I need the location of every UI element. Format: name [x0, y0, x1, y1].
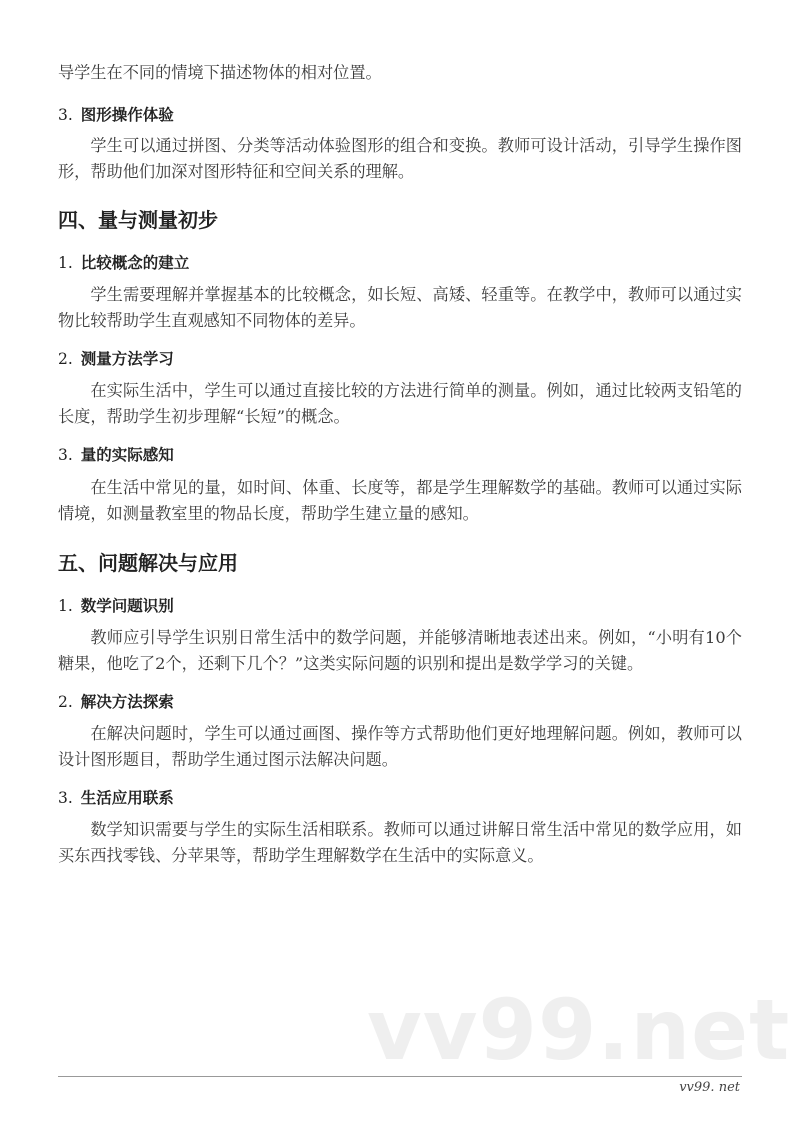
subheading-title: 量的实际感知	[80, 446, 174, 464]
paragraph: 学生需要理解并掌握基本的比较概念，如长短、高矮、轻重等。在教学中，教师可以通过实物比较帮助学生直观感知不同物体的差异。	[58, 285, 742, 330]
subheading-title: 数学问题识别	[80, 597, 174, 615]
subheading-title: 测量方法学习	[80, 350, 174, 368]
paragraph-continuation: 导学生在不同的情境下描述物体的相对位置。	[58, 63, 382, 82]
paragraph: 在生活中常见的量，如时间、体重、长度等，都是学生理解数学的基础。教师可以通过实际情境，如测量教室里的物品长度，帮助学生建立量的感知。	[58, 478, 742, 523]
subheading-number: 1.	[58, 254, 73, 272]
subheading-title: 解决方法探索	[80, 693, 174, 711]
subheading	[58, 253, 742, 273]
paragraph: 在解决问题时，学生可以通过画图、操作等方式帮助他们更好地理解问题。例如，教师可以设计图形题目，帮助学生通过图示法解决问题。	[58, 724, 742, 769]
subheading	[58, 788, 742, 808]
paragraph: 数学知识需要与学生的实际生活相联系。教师可以通过讲解日常生活中常见的数学应用，如买东西找零钱、分苹果等，帮助学生理解数学在生活中的实际意义。	[58, 820, 742, 865]
subheading-number: 3.	[58, 446, 73, 464]
subheading	[58, 692, 742, 712]
subheading-number: 2.	[58, 350, 73, 368]
subheading-title: 图形操作体验	[80, 106, 174, 124]
footer-divider	[58, 1076, 742, 1077]
subheading-number: 3.	[58, 106, 73, 124]
paragraph: 学生可以通过拼图、分类等活动体验图形的组合和变换。教师可设计活动，引导学生操作图形，帮助他们加深对图形特征和空间关系的理解。	[58, 136, 742, 181]
subheading	[58, 105, 742, 125]
subheading	[58, 349, 742, 369]
subheading-number: 1.	[58, 597, 73, 615]
paragraph: 在实际生活中，学生可以通过直接比较的方法进行简单的测量。例如，通过比较两支铅笔的长度，帮助学生初步理解“长短”的概念。	[58, 381, 742, 426]
subheading	[58, 596, 742, 616]
subheading	[58, 445, 742, 465]
section-heading: 四、量与测量初步	[58, 208, 218, 232]
subheading-title: 比较概念的建立	[80, 254, 190, 272]
watermark: vv99.net	[367, 981, 791, 1079]
subheading-number: 2.	[58, 693, 73, 711]
section-heading: 五、问题解决与应用	[58, 551, 238, 575]
subheading-title: 生活应用联系	[80, 789, 174, 807]
paragraph: 教师应引导学生识别日常生活中的数学问题，并能够清晰地表述出来。例如，“小明有10个糖果，他吃了2个，还剩下几个？”这类实际问题的识别和提出是数学学习的关键。	[58, 628, 742, 673]
subheading-number: 3.	[58, 789, 73, 807]
footer-site-label: vv99. net	[679, 1080, 740, 1095]
